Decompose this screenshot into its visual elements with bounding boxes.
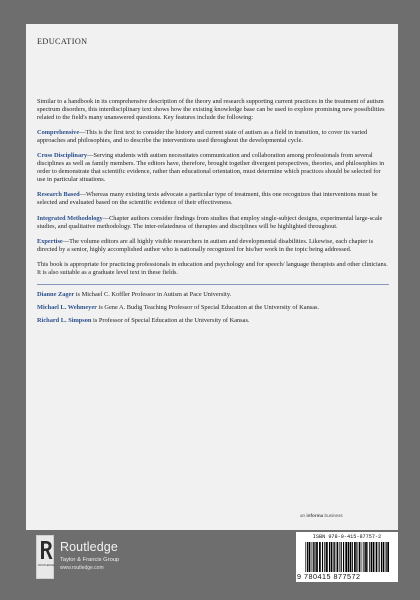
- barcode-bar: [369, 542, 370, 572]
- barcode-bar: [367, 542, 368, 572]
- barcode: [304, 542, 390, 572]
- category-label: EDUCATION: [37, 37, 88, 46]
- barcode-bar: [324, 542, 325, 572]
- feature-paragraph: [37, 191, 389, 207]
- text-panel: [26, 24, 398, 530]
- feature-text: —The volume editors are all highly visible researchers in autism and developmental disabilities. Likewise, each chapter is directed by a senior, highly accomplished author who is nationally recognized for his/her work in the topic being addressed.: [37, 237, 374, 253]
- editor-entry: [37, 291, 389, 299]
- feature-paragraph: [37, 238, 389, 254]
- barcode-bar: [309, 542, 311, 572]
- barcode-bar: [354, 542, 356, 572]
- editor-name: Richard L. Simpson: [37, 316, 92, 324]
- barcode-bar: [373, 542, 375, 572]
- publisher-name: Routledge: [60, 540, 118, 554]
- publisher-url: www.routledge.com: [60, 565, 104, 571]
- barcode-bar: [379, 542, 380, 572]
- editor-bio: is Professor of Special Education at the University of Kansas.: [91, 316, 250, 324]
- barcode-bar: [331, 542, 333, 572]
- closing-paragraph: This book is appropriate for practicing professionals in education and psychology and for speech/ language therapists and other clinicians. It is also suitable as a graduate level text in these fields.: [37, 260, 388, 276]
- feature-term: Comprehensive: [37, 129, 80, 137]
- barcode-bar: [319, 542, 321, 572]
- editor-bio: is Michael C. Koffler Professor in Autism at Pace University.: [74, 290, 232, 298]
- editor-name: Dianne Zager: [37, 290, 75, 298]
- informa-brand: informa: [306, 513, 324, 518]
- editors-list: [37, 291, 389, 325]
- badge-text: ROUTLEDGE: [38, 564, 55, 567]
- barcode-bar: [334, 542, 335, 572]
- feature-text: —This is the first text to consider the history and current state of autism as a field in transition, to cover its varied approaches and philosophies, and to describe the interventions used throughout the developmental cycle.: [37, 129, 368, 145]
- barcode-bar: [343, 542, 344, 572]
- editor-bio: is Gene A. Budig Teaching Professor of Special Education at the University of Kansas.: [96, 303, 320, 311]
- barcode-bar: [350, 542, 351, 572]
- barcode-bar: [362, 542, 363, 572]
- barcode-bar: [337, 542, 339, 572]
- barcode-bar: [345, 542, 347, 572]
- editor-entry: [37, 317, 389, 325]
- barcode-bar: [365, 542, 367, 572]
- feature-paragraph: [37, 129, 389, 145]
- routledge-r-logo-icon: [39, 540, 53, 560]
- barcode-bar: [311, 542, 312, 572]
- barcode-bar: [305, 542, 306, 572]
- barcode-bar: [383, 542, 385, 572]
- barcode-bar: [386, 542, 387, 572]
- barcode-bar: [339, 542, 340, 572]
- routledge-badge: [36, 535, 54, 579]
- barcode-bar: [329, 542, 330, 572]
- barcode-box: [296, 532, 398, 582]
- barcode-bar: [376, 542, 378, 572]
- barcode-bar: [314, 542, 315, 572]
- feature-term: Cross Disciplinary: [37, 152, 88, 160]
- barcode-digits: 9 780415 877572: [297, 572, 361, 581]
- editor-entry: [37, 304, 389, 312]
- barcode-bar: [381, 542, 382, 572]
- barcode-bar: [333, 542, 334, 572]
- intro-paragraph: Similar to a handbook in its comprehensive description of the theory and research supporting current practices in the treatment of autism spectrum disorders, this interdisciplinary text shows how the existing knowledge base can be used to explore promising new possibilities related to the field's many unanswered questions. Key features include the following:: [37, 98, 385, 122]
- barcode-bar: [307, 542, 308, 572]
- isbn-label: ISBN 978-0-415-87757-2: [312, 534, 382, 540]
- barcode-bar: [348, 542, 350, 572]
- barcode-bar: [371, 542, 372, 572]
- feature-term: Integrated Methodology: [37, 214, 103, 222]
- section-divider: [37, 284, 389, 285]
- feature-paragraph: [37, 215, 389, 231]
- barcode-bar: [313, 542, 314, 572]
- informa-tagline: an informa business: [300, 513, 343, 518]
- barcode-bar: [326, 542, 328, 572]
- barcode-bar: [352, 542, 353, 572]
- barcode-bar: [341, 542, 342, 572]
- editor-name: Michael L. Wehmeyer: [37, 303, 97, 311]
- barcode-bar: [359, 542, 361, 572]
- feature-text: —Whereas many existing texts advocate a particular type of treatment, this one recognizes that interventions must be selected and evaluated based on the scientific evidence of their effectiveness.: [37, 191, 378, 207]
- publisher-group: Taylor & Francis Group: [60, 557, 120, 563]
- feature-term: Expertise: [37, 237, 63, 245]
- barcode-bar: [363, 542, 364, 572]
- body-text: [37, 98, 389, 330]
- barcode-bar: [356, 542, 357, 572]
- barcode-bar: [316, 542, 318, 572]
- feature-term: Research Based: [37, 191, 80, 199]
- feature-text: —Serving students with autism necessitates communication and collaboration among professionals from several disciplines as well as family members. The editors have, therefore, brought together divergent perspectives, theories, and philosophies in order to demonstrate that scientific evidence, rather than educational orientation, must determine which practices should be selected for use in particular situations.: [37, 152, 385, 184]
- publisher-logo: [36, 535, 186, 580]
- barcode-bar: [322, 542, 323, 572]
- feature-paragraph: [37, 152, 389, 184]
- barcode-bar: [387, 542, 389, 572]
- feature-text: —Chapter authors consider findings from studies that employ single-subject designs, experimental large-scale studies, and qualitative methodology. The inter-relatedness of therapies and disciplines will be highlighted throughout.: [37, 214, 383, 230]
